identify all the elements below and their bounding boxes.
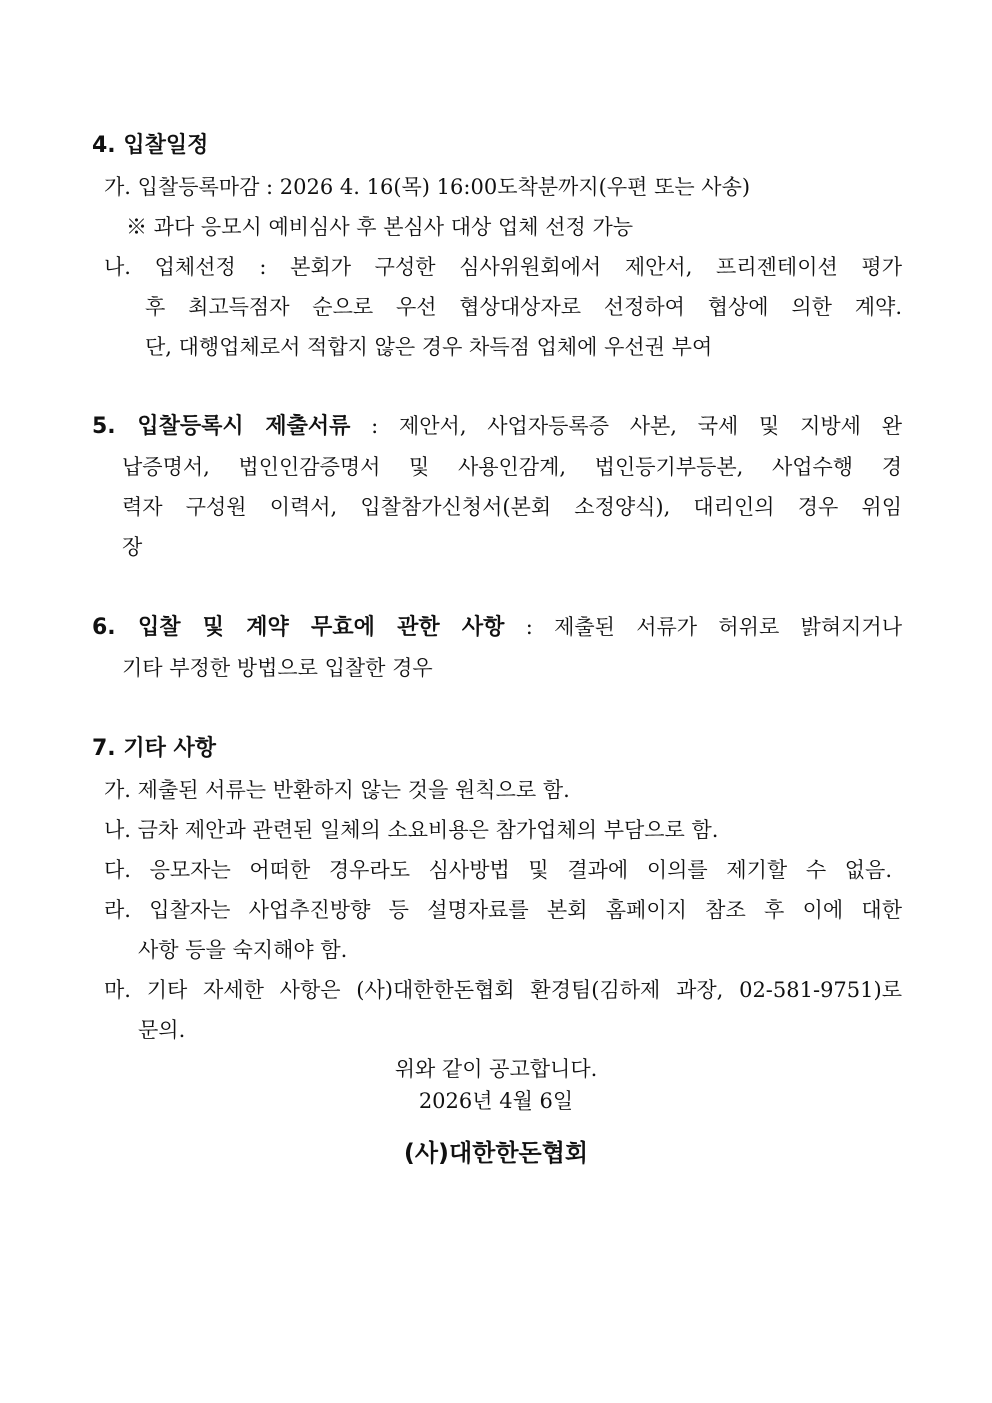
section-4-item-na-line-2: 후 최고득점자 순으로 우선 협상대상자로 선정하여 협상에 의한 계약. (145, 295, 902, 319)
section-7-heading: 7. 기타 사항 (92, 736, 216, 761)
section-5-line-3: 력자 구성원 이력서, 입찰참가신청서(본회 소정양식), 대리인의 경우 위임 (122, 495, 902, 519)
section-7-item-ga: 가. 제출된 서류는 반환하지 않는 것을 원칙으로 함. (104, 778, 570, 802)
section-4-item-na-line-3: 단, 대행업체로서 적합지 않은 경우 차득점 업체에 우선권 부여 (145, 335, 713, 359)
section-7-item-ra-line-1: 라. 입찰자는 사업추진방향 등 설명자료를 본회 홈페이지 참조 후 이에 대한 (104, 898, 902, 922)
section-5-text-1: : 제안서, 사업자등록증 사본, 국세 및 지방세 완 (350, 414, 902, 438)
section-5-heading: 5. 입찰등록시 제출서류 (92, 414, 351, 439)
section-7-item-ma-line-1: 마. 기타 자세한 사항은 (사)대한한돈협회 환경팀(김하제 과장, 02-581-9751)로 (104, 978, 902, 1002)
section-7-item-ra-line-2: 사항 등을 숙지해야 함. (138, 938, 348, 962)
section-6-heading: 6. 입찰 및 계약 무효에 관한 사항 (92, 615, 505, 640)
section-4-item-ga: 가. 입찰등록마감 : 2026 4. 16(목) 16:00도착분까지(우편 또는 사송) (104, 175, 751, 199)
section-5-line-1 (92, 411, 902, 442)
section-7-item-da: 다. 응모자는 어떠한 경우라도 심사방법 및 결과에 이의를 제기할 수 없음. (104, 858, 892, 882)
section-4-item-na-line-1: 나. 업체선정 : 본회가 구성한 심사위원회에서 제안서, 프리젠테이션 평가 (104, 255, 902, 279)
section-6-line-1 (92, 612, 902, 643)
closing-date: 2026년 4월 6일 (418, 1089, 574, 1113)
section-6-line-2: 기타 부정한 방법으로 입찰한 경우 (122, 656, 433, 680)
organization-signature: (사)대한한돈협회 (403, 1139, 589, 1167)
section-4-heading: 4. 입찰일정 (92, 133, 209, 158)
section-5-line-2: 납증명서, 법인인감증명서 및 사용인감계, 법인등기부등본, 사업수행 경 (122, 455, 902, 479)
section-7-item-ma-line-2: 문의. (138, 1018, 186, 1042)
section-6-text-1: : 제출된 서류가 허위로 밝혀지거나 (504, 615, 902, 639)
closing-statement: 위와 같이 공고합니다. (394, 1057, 598, 1081)
section-4-note: ※ 과다 응모시 예비심사 후 본심사 대상 업체 선정 가능 (126, 215, 634, 239)
section-5-line-4: 장 (122, 535, 143, 559)
section-7-item-na: 나. 금차 제안과 관련된 일체의 소요비용은 참가업체의 부담으로 함. (104, 818, 719, 842)
